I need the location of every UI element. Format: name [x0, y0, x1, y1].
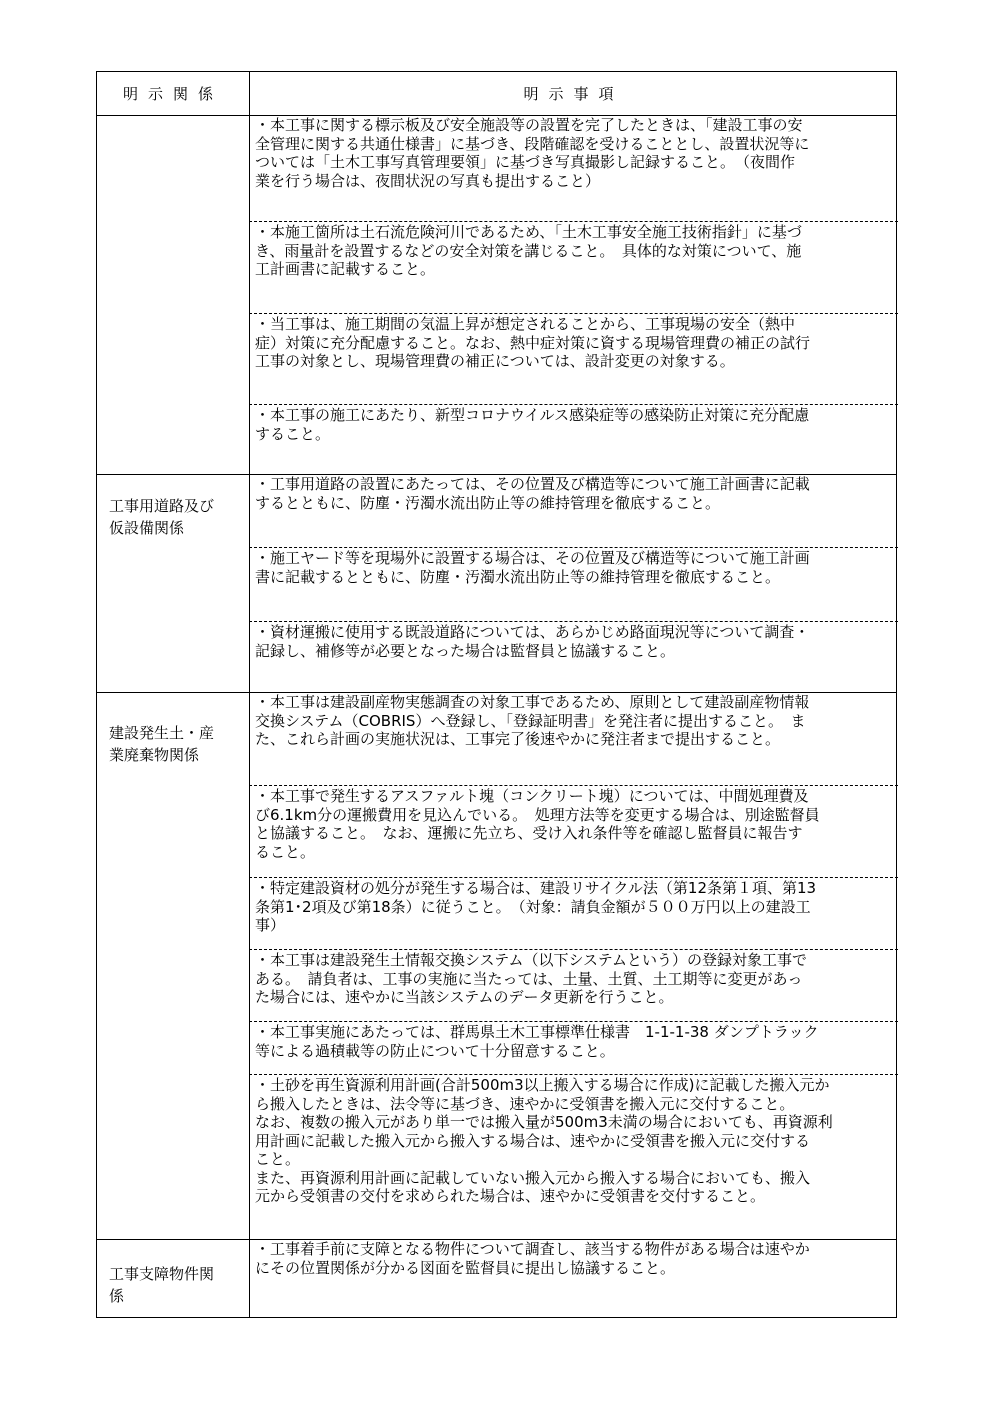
spec-item — [249, 621, 898, 692]
spec-item-text: ・本工事は建設発生土情報交換システム（以下システムという）の登録対象工事で ある。 請負者は、工事の実施に当たっては、土量、土質、土工期等に変更があっ た場合には、速やかに当該システムのデータ更新を行うこと。 — [255, 951, 808, 1006]
spec-item — [249, 949, 898, 1021]
spec-item — [249, 115, 898, 221]
spec-item-text: ・資材運搬に使用する既設道路については、あらかじめ路面現況等について調査・ 記録し、補修等が必要となった場合は監督員と協議すること。 — [255, 623, 810, 660]
spec-item-text: ・本施工箇所は土石流危険河川であるため、「土木工事安全施工技術指針」に基づ き、雨量計を設置するなどの安全対策を講じること。 具体的な対策について、施 工計画書に記載すること。 — [255, 223, 802, 278]
spec-item — [249, 1239, 898, 1317]
spec-item-text: ・特定建設資材の処分が発生する場合は、建設リサイクル法（第12条第１項、第13 条第1･2項及び第18条）に従うこと。 （対象：請負金額が５００万円以上の建設工 事） — [255, 879, 817, 934]
spec-item-text: ・本工事に関する標示板及び安全施設等の設置を完了したときは、「建設工事の安 全管理に関する共通仕様書」に基づき、段階確認を受けることとし、設置状況等に ついては「土木工事写真管理要領」に基づき写真撮影し記録すること。 （夜間作 業を行う場合は、夜間状況の写真も提出すること） — [255, 116, 810, 190]
spec-item-text: ・本工事で発生するアスファルト塊（コンクリート塊）については、中間処理費及 び6.1km分の運搬費用を見込んでいる。 処理方法等を変更する場合は、別途監督員 と協議すること。 なお、運搬に先立ち、受け入れ条件等を確認し監督員に報告す ること。 — [255, 787, 820, 861]
category-construction-soil-industrial-waste: 建設発生土・産 業廃棄物関係 — [109, 724, 215, 764]
header-related-category: 明示関係 — [122, 85, 223, 103]
spec-item — [249, 1021, 898, 1074]
spec-item — [249, 474, 898, 547]
spec-item-text: ・本工事実施にあたっては、群馬県土木工事標準仕様書 1-1-1-38 ダンプトラック 等による過積載等の防止について十分留意すること。 — [255, 1023, 819, 1060]
header-specification-items: 明示事項 — [523, 85, 624, 103]
spec-item — [249, 221, 898, 313]
category-obstruction-objects: 工事支障物件関 係 — [109, 1265, 215, 1305]
spec-item — [249, 404, 898, 474]
spec-item-text: ・工事着手前に支障となる物件について調査し、該当する物件がある場合は速やか にその位置関係が分かる図面を監督員に提出し協議すること。 — [255, 1240, 810, 1277]
spec-item-text: ・土砂を再生資源利用計画(合計500m3以上搬入する場合に作成)に記載した搬入元か ら搬入したときは、法令等に基づき、速やかに受領書を搬入元に交付すること。 なお、複数の搬入元があり単一では搬入量が500m3未満の場合においても、再資源利 用計画に記載した搬入元から搬入する場合は、速やかに受領書を搬入元に交付する こと。 また、再資源利用計画に記載していない搬入元から搬入する場合においても、搬入 元から受領書の交付を求められた場合は、速やかに受領書を交付すること。 — [255, 1076, 833, 1205]
spec-item-text: ・当工事は、施工期間の気温上昇が想定されることから、工事現場の安全（熱中 症）対策に充分配慮すること。なお、熱中症対策に資する現場管理費の補正の試行 工事の対象とし、現場管理費の補正については、設計変更の対象する。 — [255, 315, 811, 370]
category-temporary-road-facilities: 工事用道路及び 仮設備関係 — [109, 497, 215, 537]
spec-item-text: ・本工事は建設副産物実態調査の対象工事であるため、原則として建設副産物情報 交換システム（COBRIS）へ登録し、「登録証明書」を発注者に提出すること。 ま た、これら計画の実施状況は、工事完了後速やかに発注者まで提出すること。 — [255, 693, 810, 748]
spec-item — [249, 1074, 898, 1239]
spec-item-text: ・本工事の施工にあたり、新型コロナウイルス感染症等の感染防止対策に充分配慮 すること。 — [255, 406, 810, 443]
spec-item — [249, 692, 898, 785]
spec-item — [249, 547, 898, 621]
spec-table — [96, 71, 897, 1318]
spec-item — [249, 877, 898, 949]
spec-item-text: ・施工ヤード等を現場外に設置する場合は、その位置及び構造等について施工計画 書に記載するとともに、防塵・汚濁水流出防止等の維持管理を徹底すること。 — [255, 549, 810, 586]
spec-item-text: ・工事用道路の設置にあたっては、その位置及び構造等について施工計画書に記載 するとともに、防塵・汚濁水流出防止等の維持管理を徹底すること。 — [255, 475, 810, 512]
spec-item — [249, 313, 898, 404]
spec-item — [249, 785, 898, 877]
